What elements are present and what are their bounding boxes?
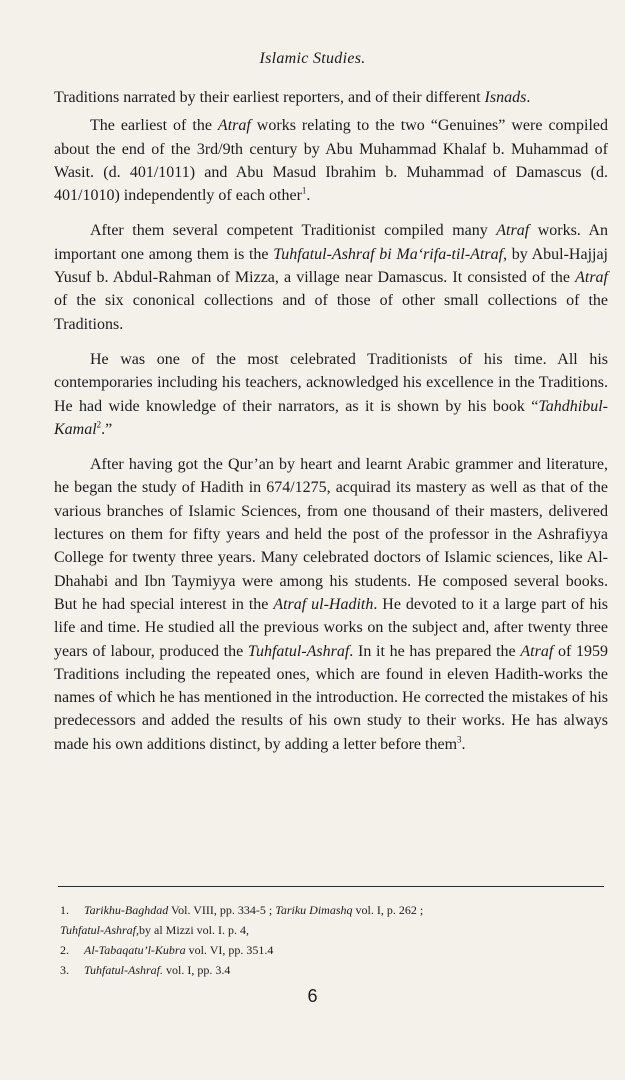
italic-title: Tariku Dimashq <box>275 903 353 917</box>
italic-term: Atraf <box>575 269 608 287</box>
italic-term: Tuhfatul-Ashraf bi Ma‘rifa-til-Atraf <box>273 245 504 263</box>
running-header: Islamic Studies. <box>259 50 366 67</box>
footnote-marker: 1 <box>301 185 307 196</box>
italic-term: Tahdhibul-Kamal <box>54 397 608 438</box>
italic-title: Tarikhu-Baghdad <box>84 903 169 917</box>
text-run: by al Mizzi vol. I. p. 4, <box>139 923 249 937</box>
text-run: of 1959 Traditions including the repeated ones, which are found in eleven Hadith-works the names of which he has mentioned in the introduction. He corrected the mistakes of his predecessors and added the results of his own study to their works. He has always made his own additions distinct, by adding a letter before them <box>54 642 609 753</box>
footnote-text <box>84 900 423 920</box>
text-run: . <box>461 735 466 753</box>
text-run: Traditions narrated by their earliest reporters, and of their different <box>54 89 485 106</box>
footnotes <box>60 900 608 980</box>
italic-term: Isnads <box>484 89 527 106</box>
paragraph-5 <box>54 453 608 756</box>
text-run: of the six cononical collections and of those of other small collections of the Traditions. <box>54 292 608 333</box>
text-run: , by Abul-Hajjaj Yusuf b. Abdul-Rahman of Mizza, a village near Damascus. It consisted of the <box>54 245 609 287</box>
text-run: works relating to the two “Genuines” were compiled about the end of the 3rd/9th century by Abu Muhammad Khalaf b. Muhammad of Wasit. (d. 401/1011) and Abu Masud Ibrahim b. Muhammad of Damascus (d. 401/1010) independently of each other <box>54 117 608 205</box>
text-run: After them several competent Traditionist compiled many <box>90 222 497 240</box>
italic-term: Atraf <box>217 117 251 135</box>
italic-title: Tuhfatul-Ashraf, <box>60 923 140 937</box>
footnote-number: 1. <box>60 903 69 917</box>
text-run: vol. I, p. 262 ; <box>352 903 424 917</box>
text-run: vol. I, pp. 3.4 <box>163 963 231 977</box>
paragraph-3 <box>54 219 608 335</box>
footnote-number: 3. <box>60 963 69 977</box>
footnote-3 <box>60 960 608 980</box>
text-run: Vol. VIII, pp. 334-5 ; <box>168 903 276 917</box>
footnote-1 <box>60 900 608 920</box>
text-run: He was one of the most celebrated Traditionists of his time. All his contemporaries including his teachers, acknowledged his excellence in the Traditions. He had wide knowledge of their narrators, as it is shown by his book “ <box>54 350 608 415</box>
text-run: .” <box>101 420 113 438</box>
footnote-1-continued <box>60 920 608 940</box>
footnote-marker: 3 <box>457 734 462 745</box>
italic-term: Atraf <box>520 642 554 660</box>
text-run: . In it he has prepared the <box>349 642 521 660</box>
paragraph-2 <box>54 114 608 207</box>
footnote-marker: 2 <box>96 419 102 430</box>
body-text <box>54 86 608 756</box>
footnote-2 <box>60 940 608 960</box>
italic-term: Atraf ul-Hadith <box>273 595 374 613</box>
footnote-text <box>84 960 230 980</box>
footnote-text <box>84 940 273 960</box>
text-run: The earliest of the <box>90 117 218 135</box>
text-run: After having got the Qur’an by heart and learnt Arabic grammer and literature, he began the study of Hadith in 674/1275, acquirad its mastery as well as that of the various branches of Islamic Sciences, from one thousand of their masters, delivered lectures on them for fifty years and held the post of the professor in the Ashrafiyya College for twenty three years. Many celebrated doctors of Islamic sciences, like Al-Dhahabi and Ibn Taymiyya were among his students. He composed several books. But he had special interest in the <box>54 456 608 613</box>
text-run: . <box>306 187 311 205</box>
paragraph-1 <box>54 86 608 109</box>
text-run: works. An important one among them is the <box>54 222 609 263</box>
italic-title: Tuhfatul-Ashraf. <box>84 963 164 977</box>
page-number: 6 <box>307 986 318 1006</box>
italic-term: Tuhfatul-Ashraf <box>247 642 350 660</box>
italic-title: Al-Tabaqatu’l-Kubra <box>84 943 186 957</box>
text-run: vol. VI, pp. 351.4 <box>185 943 274 957</box>
footnote-divider <box>58 886 604 887</box>
italic-term: Atraf <box>496 222 530 240</box>
footnote-number: 2. <box>60 943 69 957</box>
text-run: . <box>526 89 531 106</box>
text-run: . He devoted to it a large part of his life and time. He studied all the previous works on the subject and, after twenty three years of labour, produced the <box>54 595 609 660</box>
paragraph-4 <box>54 348 608 441</box>
